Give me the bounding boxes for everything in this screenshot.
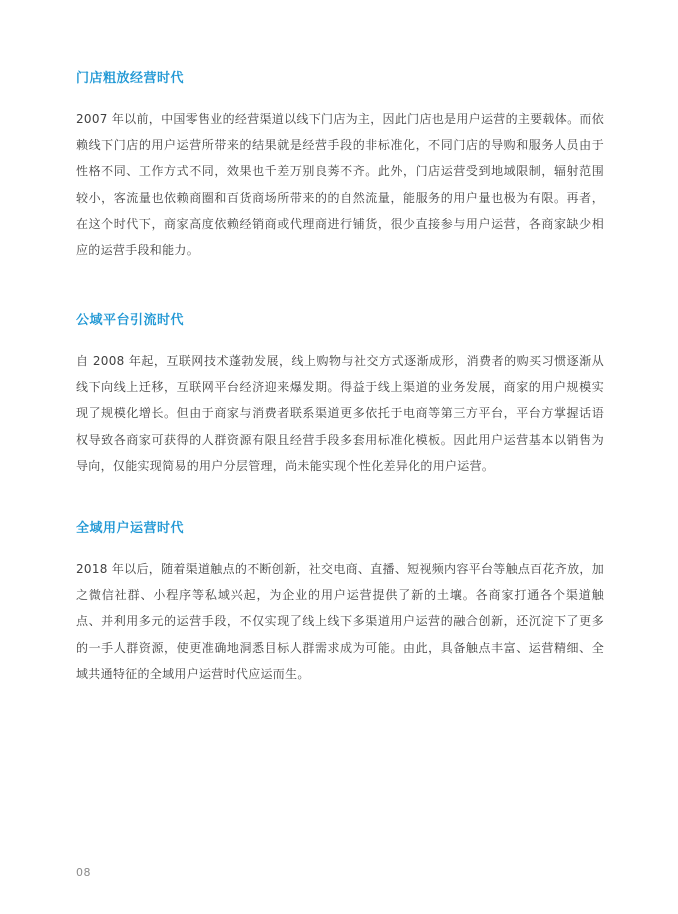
section-store-era <box>76 70 604 263</box>
section-omnichannel-era <box>76 520 604 687</box>
section-body: 2018 年以后，随着渠道触点的不断创新，社交电商、直播、短视频内容平台等触点百花齐放，加之微信社群、小程序等私域兴起，为企业的用户运营提供了新的土壤。各商家打通各个渠道触点、并利用多元的运营手段，不仅实现了线上线下多渠道用户运营的融合创新，还沉淀下了更多的一手人群资源，使更准确地洞悉目标人群需求成为可能。由此，具备触点丰富、运营精细、全域共通特征的全域用户运营时代应运而生。 <box>76 562 604 681</box>
section-title: 门店粗放经营时代 <box>76 71 185 86</box>
section-title: 全域用户运营时代 <box>76 521 185 536</box>
section-body: 自 2008 年起，互联网技术蓬勃发展，线上购物与社交方式逐渐成形，消费者的购买习惯逐渐从线下向线上迁移，互联网平台经济迎来爆发期。得益于线上渠道的业务发展，商家的用户规模实现了规模化增长。但由于商家与消费者联系渠道更多依托于电商等第三方平台，平台方掌握话语权导致各商家可获得的人群资源有限且经营手段多套用标准化模板。因此用户运营基本以销售为导向，仅能实现简易的用户分层管理，尚未能实现个性化差异化的用户运营。 <box>76 354 604 473</box>
section-public-platform-era <box>76 312 604 479</box>
page-number: 08 <box>76 866 91 879</box>
section-title: 公域平台引流时代 <box>76 313 185 328</box>
section-body: 2007 年以前，中国零售业的经营渠道以线下门店为主，因此门店也是用户运营的主要载体。而依赖线下门店的用户运营所带来的结果就是经营手段的非标准化，不同门店的导购和服务人员由于性格不同、工作方式不同，效果也千差万别良莠不齐。此外，门店运营受到地域限制，辐射范围较小，客流量也依赖商圈和百货商场所带来的的自然流量，能服务的用户量也极为有限。再者，在这个时代下，商家高度依赖经销商或代理商进行铺货，很少直接参与用户运营，各商家缺少相应的运营手段和能力。 <box>76 112 604 258</box>
